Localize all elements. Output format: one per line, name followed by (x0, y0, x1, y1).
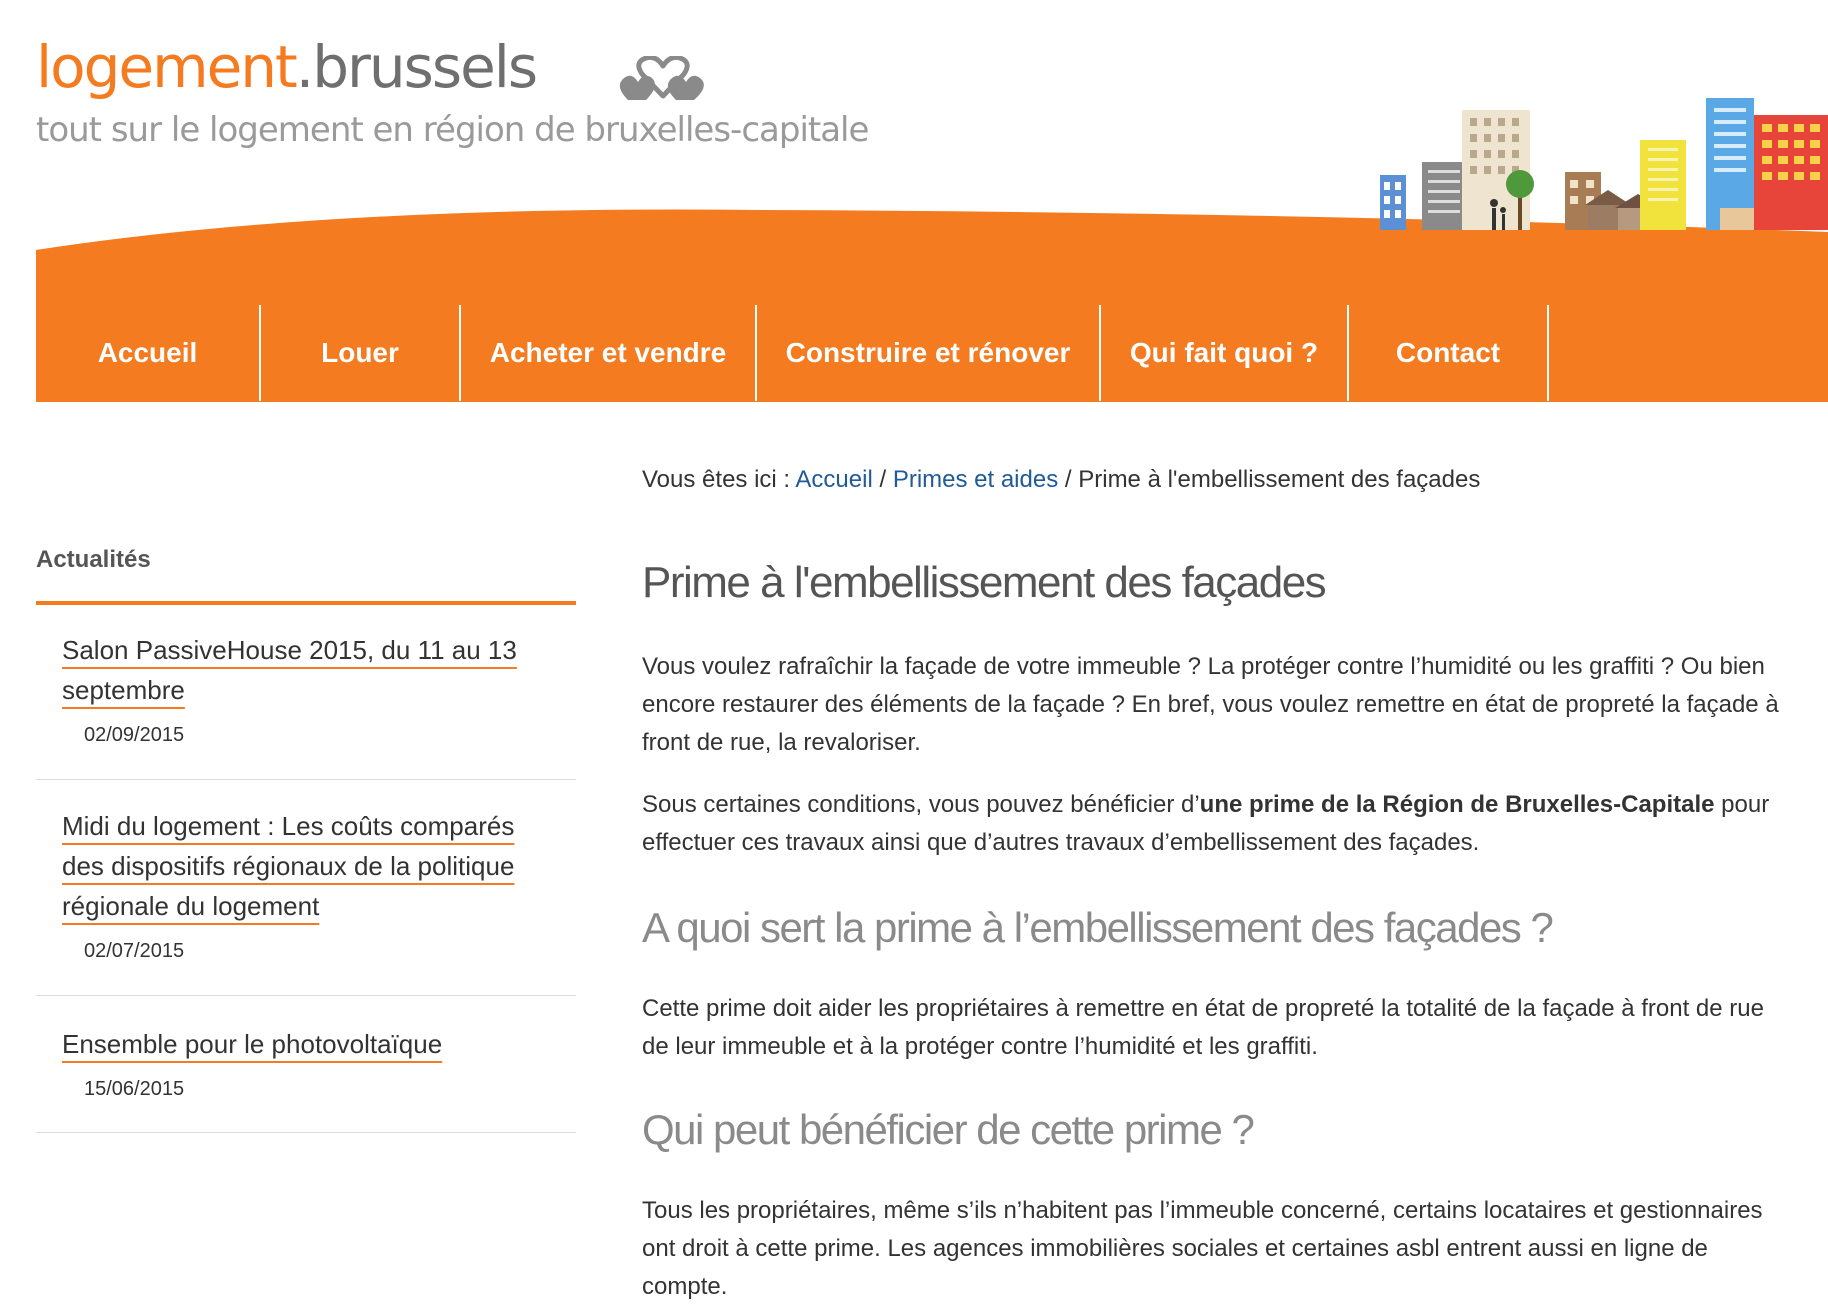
nav-item-louer[interactable]: Louer (261, 305, 461, 401)
news-date: 02/09/2015 (84, 724, 185, 746)
logo-part-logement: logement (36, 33, 296, 101)
site-tagline: tout sur le logement en région de bruxelles-capitale (36, 110, 869, 150)
breadcrumb-link-primes-aides[interactable]: Primes et aides (892, 466, 1059, 493)
news-separator (36, 779, 576, 780)
article-p4-block (642, 1192, 1792, 1306)
news-item (36, 1024, 576, 1101)
sidebar-title: Actualités (36, 546, 151, 573)
article-intro: Vous voulez rafraîchir la façade de votre immeuble ? La protéger contre l’humidité ou les graffiti ? Ou bien encore restaurer des éléments de la façade ? En bref, vous voulez remettre en état de propreté la façade à front de rue, la revaloriser. (642, 653, 1779, 756)
article-p2-block (642, 786, 1792, 862)
news-link[interactable]: Salon PassiveHouse 2015, du 11 au 13 septembre (62, 635, 517, 705)
page-title: Prime à l'embellissement des façades (642, 558, 1326, 607)
article-title-block (642, 558, 1792, 608)
breadcrumb-separator: / (1058, 466, 1079, 493)
breadcrumb (642, 466, 1480, 494)
hearts-icon (618, 56, 708, 106)
breadcrumb-prefix: Vous êtes ici : (642, 466, 796, 493)
breadcrumb-separator: / (872, 466, 893, 493)
nav-item-contact[interactable]: Contact (1349, 305, 1549, 401)
logo-part-brussels: .brussels (295, 33, 537, 101)
breadcrumb-current: Prime à l'embellissement des façades (1078, 466, 1481, 493)
section-heading-purpose: A quoi sert la prime à l’embellissement des façades ? (642, 904, 1553, 951)
article-paragraph-2 (642, 786, 1792, 862)
p2-text-after: pour effectuer ces travaux ainsi que d’autres travaux d’embellissement des façades. (642, 791, 1770, 856)
section-heading-eligibility: Qui peut bénéficier de cette prime ? (642, 1106, 1254, 1153)
main-navigation (36, 305, 1828, 401)
sidebar-divider (36, 601, 576, 605)
article-intro-block (642, 648, 1792, 762)
nav-item-acheter-vendre[interactable]: Acheter et vendre (461, 305, 757, 401)
article-p3-block (642, 990, 1792, 1066)
nav-item-accueil[interactable]: Accueil (36, 305, 261, 401)
p2-text-before: Sous certaines conditions, vous pouvez bénéficier d’ (642, 791, 1200, 818)
article-paragraph-4: Tous les propriétaires, même s’ils n’habitent pas l’immeuble concerné, certains locataires et gestionnaires ont droit à cette prime. Les agences immobilières sociales et certaines asbl entrent aussi en ligne de compte. (642, 1197, 1763, 1300)
p2-bold-text: une prime de la Région de Bruxelles-Capitale (1199, 791, 1715, 818)
news-item (36, 630, 576, 747)
news-separator (36, 1132, 576, 1133)
nav-item-construire-renover[interactable]: Construire et rénover (757, 305, 1101, 401)
news-date: 15/06/2015 (84, 1078, 185, 1100)
news-link[interactable]: Midi du logement : Les coûts comparés des dispositifs régionaux de la politique régionale du logement (62, 811, 515, 921)
section-heading-block-1 (642, 904, 1792, 952)
city-skyline-illustration (1380, 90, 1828, 240)
section-heading-block-2 (642, 1106, 1792, 1154)
site-logo[interactable] (36, 33, 537, 101)
nav-item-qui-fait-quoi[interactable]: Qui fait quoi ? (1101, 305, 1349, 401)
article-paragraph-3: Cette prime doit aider les propriétaires à remettre en état de propreté la totalité de la façade à front de rue de leur immeuble et à la protéger contre l’humidité et les graffiti. (642, 995, 1764, 1060)
news-separator (36, 995, 576, 996)
news-item (36, 806, 576, 963)
breadcrumb-link-accueil[interactable]: Accueil (795, 466, 873, 493)
news-date: 02/07/2015 (84, 940, 185, 962)
news-link[interactable]: Ensemble pour le photovoltaïque (62, 1029, 443, 1059)
